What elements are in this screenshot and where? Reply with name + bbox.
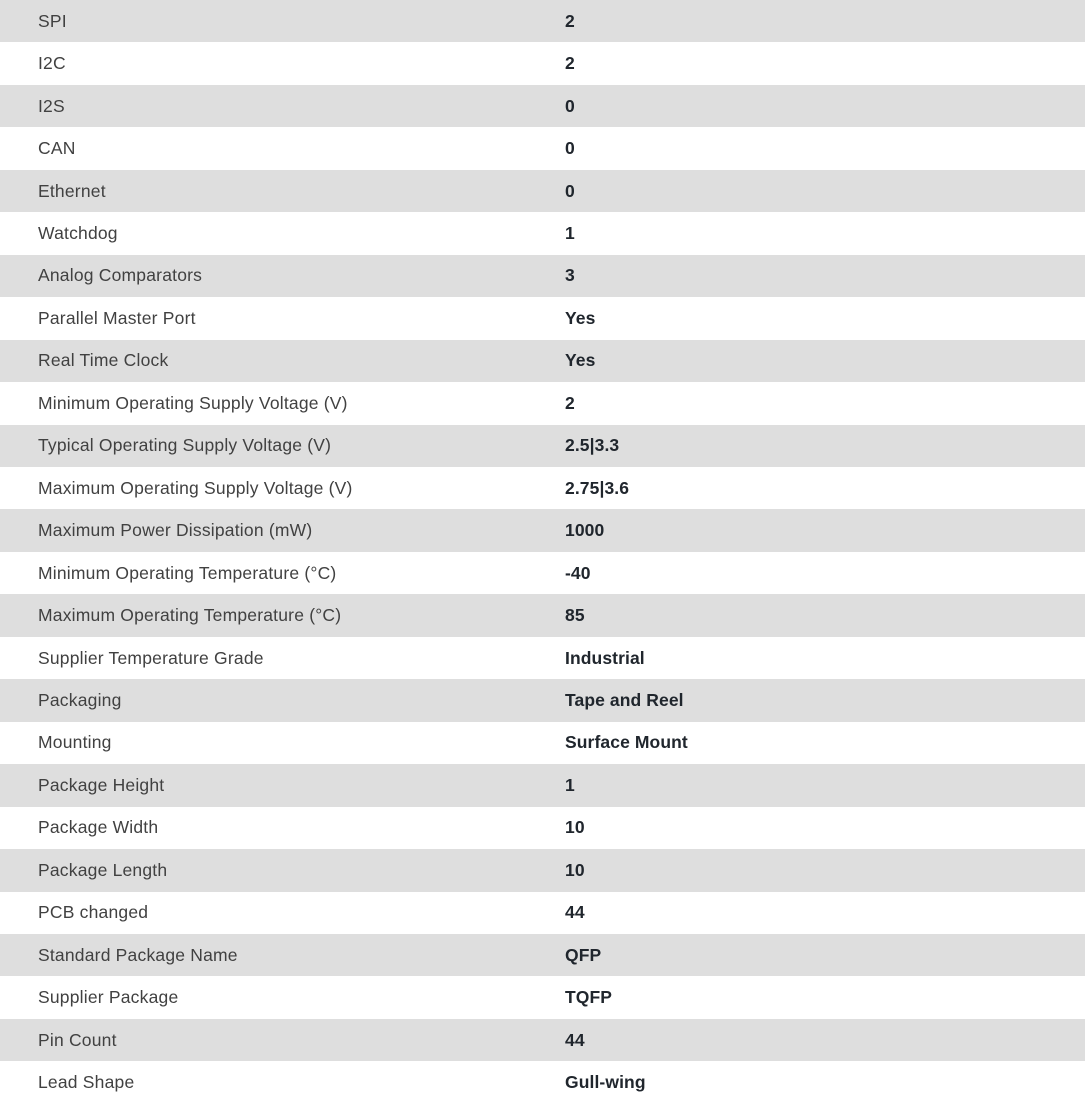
spec-attribute-value: 2 <box>565 10 575 31</box>
spec-attribute-value: 2 <box>565 392 575 413</box>
spec-attribute-label: Minimum Operating Temperature (°C) <box>38 562 337 583</box>
spec-attribute-value: Gull-wing <box>565 1072 646 1093</box>
spec-row <box>0 594 1085 636</box>
spec-attribute-value: 44 <box>565 902 585 923</box>
spec-attribute-label: Maximum Power Dissipation (mW) <box>38 520 313 541</box>
spec-attribute-label: CAN <box>38 138 76 159</box>
spec-attribute-label: I2C <box>38 53 66 74</box>
spec-attribute-label: Package Height <box>38 774 165 795</box>
spec-attribute-value: 2 <box>565 53 575 74</box>
spec-attribute-value: Yes <box>565 307 596 328</box>
spec-row <box>0 934 1085 976</box>
spec-row <box>0 552 1085 594</box>
spec-attribute-label: Minimum Operating Supply Voltage (V) <box>38 392 348 413</box>
spec-attribute-label: Ethernet <box>38 180 106 201</box>
spec-row <box>0 212 1085 254</box>
spec-attribute-value: 2.5|3.3 <box>565 435 620 456</box>
spec-attribute-label: Pin Count <box>38 1029 117 1050</box>
spec-attribute-label: Analog Comparators <box>38 265 203 286</box>
spec-attribute-value: Surface Mount <box>565 732 688 753</box>
spec-row <box>0 170 1085 212</box>
spec-row <box>0 849 1085 891</box>
spec-attribute-value: 1000 <box>565 520 605 541</box>
spec-attribute-label: Maximum Operating Temperature (°C) <box>38 605 342 626</box>
spec-attribute-value: -40 <box>565 562 591 583</box>
spec-attribute-value: Tape and Reel <box>565 689 684 710</box>
spec-row <box>0 382 1085 424</box>
spec-row <box>0 1019 1085 1061</box>
spec-attribute-value: QFP <box>565 944 602 965</box>
spec-attribute-value: 1 <box>565 774 575 795</box>
spec-attribute-value: TQFP <box>565 987 613 1008</box>
spec-row <box>0 764 1085 806</box>
spec-row <box>0 42 1085 84</box>
spec-attribute-value: 44 <box>565 1029 585 1050</box>
spec-row <box>0 807 1085 849</box>
spec-attribute-label: Package Length <box>38 859 168 880</box>
spec-row <box>0 0 1085 42</box>
spec-attribute-value: Industrial <box>565 647 645 668</box>
spec-attribute-label: Lead Shape <box>38 1072 135 1093</box>
spec-attribute-label: SPI <box>38 10 67 31</box>
spec-attribute-value: 10 <box>565 817 585 838</box>
spec-row <box>0 722 1085 764</box>
spec-attribute-value: 0 <box>565 180 575 201</box>
spec-row <box>0 340 1085 382</box>
spec-row <box>0 637 1085 679</box>
spec-row <box>0 892 1085 934</box>
spec-row <box>0 425 1085 467</box>
spec-attribute-value: Yes <box>565 350 596 371</box>
spec-attribute-label: Package Width <box>38 817 159 838</box>
spec-attribute-label: PCB changed <box>38 902 149 923</box>
spec-attribute-label: Typical Operating Supply Voltage (V) <box>38 435 332 456</box>
spec-row <box>0 679 1085 721</box>
spec-row <box>0 297 1085 339</box>
spec-attribute-value: 3 <box>565 265 575 286</box>
spec-attribute-label: Supplier Temperature Grade <box>38 647 264 668</box>
spec-attribute-value: 1 <box>565 222 575 243</box>
spec-row <box>0 1061 1085 1103</box>
spec-row <box>0 127 1085 169</box>
spec-attribute-label: I2S <box>38 95 65 116</box>
spec-attribute-label: Mounting <box>38 732 112 753</box>
spec-attribute-value: 0 <box>565 138 575 159</box>
spec-attribute-label: Packaging <box>38 689 122 710</box>
spec-attribute-label: Supplier Package <box>38 987 179 1008</box>
spec-attribute-value: 2.75|3.6 <box>565 477 630 498</box>
spec-attribute-value: 85 <box>565 605 585 626</box>
spec-row <box>0 976 1085 1018</box>
spec-attribute-label: Parallel Master Port <box>38 307 196 328</box>
spec-attribute-label: Real Time Clock <box>38 350 169 371</box>
spec-attribute-label: Maximum Operating Supply Voltage (V) <box>38 477 353 498</box>
spec-row <box>0 255 1085 297</box>
spec-row <box>0 509 1085 551</box>
spec-row <box>0 85 1085 127</box>
spec-attribute-label: Watchdog <box>38 222 118 243</box>
spec-attribute-label: Standard Package Name <box>38 944 238 965</box>
spec-row <box>0 467 1085 509</box>
spec-attribute-value: 0 <box>565 95 575 116</box>
spec-attribute-value: 10 <box>565 859 585 880</box>
